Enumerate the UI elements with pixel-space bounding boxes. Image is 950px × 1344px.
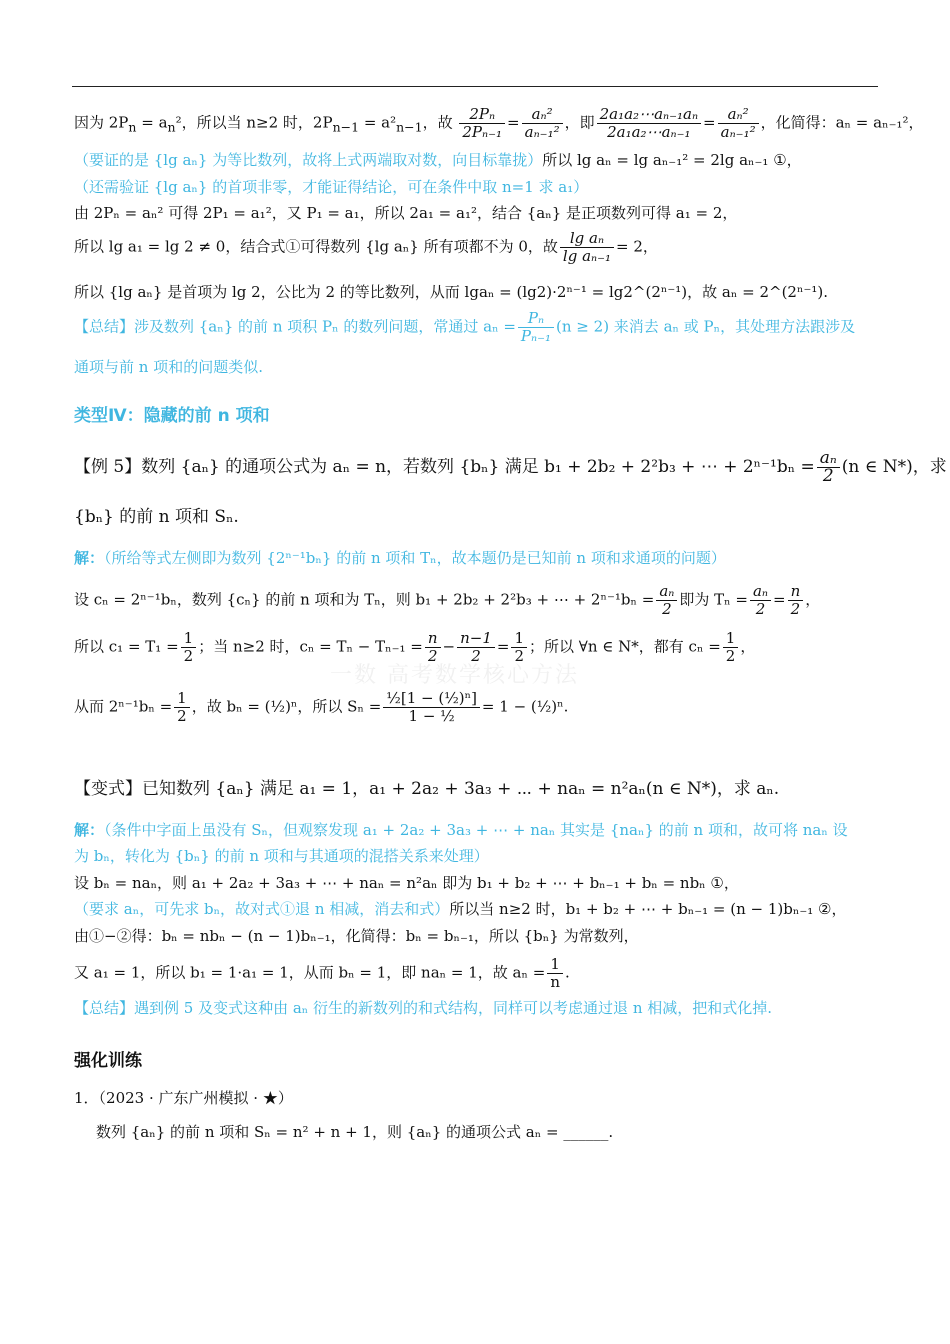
hint-text: （要证的是 {lg aₙ} 为等比数列，故将上式两端取对数，向目标靠拢） [74,151,543,169]
solution-3 [74,630,755,665]
summary-1 [74,310,855,345]
text: = [703,113,716,132]
example-5 [74,450,947,485]
fraction: $\frac{\text{aₙ}}{2}$ [750,583,771,618]
watermark: 一数 高考数学核心方法 [330,663,579,688]
text: = 1 − (½)ⁿ. [481,697,569,716]
fraction: $\frac{1}{2}$ [174,690,190,725]
text: = [773,590,786,609]
hint-text: （要求 aₙ，可先求 bₙ，故对式①退 n 相减，消去和式） [74,900,450,918]
line-1 [74,106,924,141]
text: 所以 lg a₁ = lg 2 ≠ 0，结合式①可得数列 {lg aₙ} 所有项都不为 0，故 [74,237,558,256]
fraction: $\frac{\text{Pₙ}}{\text{Pₙ₋₁}}$ [518,310,554,345]
fraction: $\frac{\text{aₙ}}{2}$ [656,583,677,618]
variant-solution-3: 设 bₙ = naₙ，则 a₁ + 2a₂ + 3a₃ + ⋯ + naₙ = n²aₙ 即为 b₁ + b₂ + ⋯ + bₙ₋₁ + bₙ = nbₙ ①， [74,874,739,892]
text: (n ∈ N*)，求 [841,457,947,477]
text: ， [740,637,756,656]
text: = a [136,113,168,132]
fraction: $\frac{\text{2Pₙ}}{\text{2Pₙ₋₁}}$ [459,106,505,141]
top-rule [72,86,878,87]
variant-solution-2: 为 bₙ，转化为 {bₙ} 的前 n 项和与其通项的混搭关系来处理） [74,847,489,865]
variant: 【变式】已知数列 {aₙ} 满足 a₁ = 1，a₁ + 2a₂ + 3a₃ + ⋯ + naₙ = n²aₙ(n ∈ N*)，求 aₙ. [74,779,780,799]
text: 设 cₙ = 2ⁿ⁻¹bₙ，数列 {cₙ} 的前 n 项和为 Tₙ，则 b₁ + 2b₂ + 2²b₃ + ⋯ + 2ⁿ⁻¹bₙ = [74,590,655,609]
text: n−1 [332,119,360,135]
text: ²，所以当 n≥2 时，2P [175,113,333,132]
text: (n ≥ 2) 来消去 aₙ 或 Pₙ，其处理方法跟涉及 [556,317,856,336]
fraction: $\frac{1}{2}$ [723,630,739,665]
text: = a² [359,113,397,132]
text: 因为 2P [74,113,129,132]
summary-1-cont: 通项与前 n 项和的问题类似. [74,358,263,376]
text: 又 a₁ = 1，所以 b₁ = 1·a₁ = 1，从而 bₙ = 1，即 naₙ = 1，故 aₙ = [74,963,546,982]
solution-4 [74,690,568,725]
problem-1-source: 1．（2023 · 广东广州模拟 · ★） [74,1089,293,1107]
text: 所以 c₁ = T₁ = [74,637,179,656]
text: 【总结】涉及数列 {aₙ} 的前 n 项积 Pₙ 的数列问题，常通过 aₙ = [74,317,516,336]
text: n−1 [396,119,423,135]
text: 即为 Tₙ = [679,590,748,609]
fraction: $\frac{n}{2}$ [425,630,441,665]
text: = 2， [616,237,658,256]
solution-1 [74,548,726,568]
line-3: （还需验证 {lg aₙ} 的首项非零，才能证得结论，可在条件中取 n=1 求 a₁） [74,178,589,196]
variant-solution-5: 由①−②得：bₙ = nbₙ − (n − 1)bₙ₋₁，化简得：bₙ = bₙ₋₁，所以 {bₙ} 为常数列， [74,927,639,945]
text: ， [805,590,821,609]
text: ，故 bₙ = (½)ⁿ，所以 Sₙ = [191,697,382,716]
fraction: $\frac{\text{aₙ}}{2}$ [817,450,840,485]
text: ，即 [564,113,595,132]
text: 所以 lg aₙ = lg aₙ₋₁² = 2lg aₙ₋₁ ①， [542,151,802,169]
summary-2: 【总结】遇到例 5 及变式这种由 aₙ 衍生的新数列的和式结构，同样可以考虑通过退 n 相减，把和式化掉. [74,999,773,1017]
label: 解： [74,549,105,567]
line-6: 所以 {lg aₙ} 是首项为 lg 2，公比为 2 的等比数列，从而 lgaₙ = (lg2)·2ⁿ⁻¹ = lg2^(2ⁿ⁻¹)，故 aₙ = 2^(2ⁿ⁻¹). [74,283,829,301]
text: n [128,119,137,135]
section-heading: 类型Ⅳ：隐藏的前 n 项和 [74,406,270,426]
text: 所以当 n≥2 时，b₁ + b₂ + ⋯ + bₙ₋₁ = (n − 1)bₙ₋₁ ②， [449,900,847,918]
variant-solution-6 [74,956,570,991]
line-4: 由 2Pₙ = aₙ² 可得 2P₁ = a₁²，又 P₁ = a₁，所以 2a₁ = a₁²，结合 {aₙ} 是正项数列可得 a₁ = 2， [74,204,738,222]
text: ，故 [422,113,453,132]
text: ；所以 ∀n ∈ N*，都有 cₙ = [529,637,721,656]
hint-text: （所给等式左侧即为数列 {2ⁿ⁻¹bₙ} 的前 n 项和 Tₙ，故本题仍是已知前 n 项和求通项的问题） [104,549,726,567]
problem-1-text: 数列 {aₙ} 的前 n 项和 Sₙ = n² + n + 1，则 {aₙ} 的通项公式 aₙ = ______. [96,1123,614,1141]
fraction: $\frac{\text{aₙ²}}{\text{aₙ₋₁²}}$ [718,106,759,141]
fraction: $\frac{\text{lg aₙ}}{\text{lg aₙ₋₁}}$ [560,230,614,265]
fraction: $\frac{n-1}{2}$ [457,630,495,665]
fraction: $\frac{\text{½[1 − (½)ⁿ]}}{\text{1 − ½}}$ [383,690,480,725]
line-2 [74,150,802,170]
fraction: $\frac{1}{2}$ [511,630,527,665]
hint-text: （条件中字面上虽没有 Sₙ，但观察发现 a₁ + 2a₂ + 3a₃ + ⋯ + naₙ 其实是 {naₙ} 的前 n 项和，故可将 naₙ 设 [104,821,848,839]
label: 解： [74,821,105,839]
text: = [507,113,520,132]
line-5 [74,230,658,265]
practice-heading: 强化训练 [74,1051,142,1071]
fraction: $\frac{1}{n}$ [547,956,563,991]
fraction: $\frac{n}{2}$ [788,583,804,618]
text: = [496,637,510,656]
text: 【例 5】数列 {aₙ} 的通项公式为 aₙ = n，若数列 {bₙ} 满足 b₁ + 2b₂ + 2²b₃ + ⋯ + 2ⁿ⁻¹bₙ = [74,457,815,477]
text: . [565,963,570,982]
text: n [167,119,176,135]
fraction: $\frac{\text{aₙ²}}{\text{aₙ₋₁²}}$ [522,106,563,141]
example-5-cont: {bₙ} 的前 n 项和 Sₙ. [74,507,239,527]
fraction: $\frac{\text{2a₁a₂⋯aₙ₋₁aₙ}}{\text{2a₁a₂⋯aₙ₋₁}}$ [597,106,701,141]
text: ；当 n≥2 时，cₙ = Tₙ − Tₙ₋₁ = [198,637,423,656]
fraction: $\frac{1}{2}$ [181,630,197,665]
text: ，化简得：aₙ = aₙ₋₁²， [760,113,924,132]
text: 从而 2ⁿ⁻¹bₙ = [74,697,173,716]
variant-solution-4 [74,899,847,919]
variant-solution-1 [74,820,848,840]
text: − [442,637,456,656]
solution-2 [74,583,820,618]
